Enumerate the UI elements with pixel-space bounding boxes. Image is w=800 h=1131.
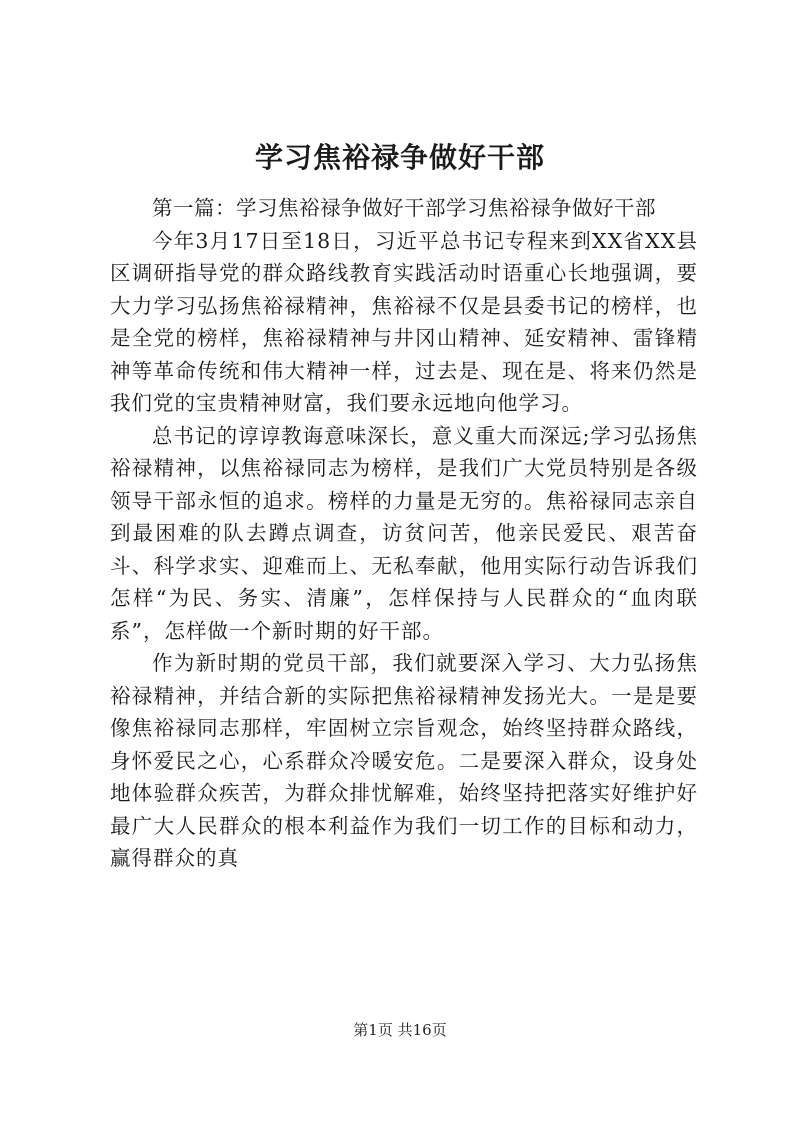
section-subheading: 第一篇：学习焦裕禄争做好干部学习焦裕禄争做好干部 [152,196,656,220]
document-title: 学习焦裕禄争做好干部 [254,141,545,174]
document-body [110,192,698,875]
body-paragraph: 总书记的谆谆教诲意味深长，意义重大而深远;学习弘扬焦裕禄精神，以焦裕禄同志为榜样，是我们广大党员特别是各级领导干部永恒的追求。榜样的力量是无穷的。焦裕禄同志亲自到最困难的队去蹲点调查，访贫问苦，他亲民爱民、艰苦奋斗、科学求实、迎难而上、无私奉献，他用实际行动告诉我们怎样“为民、务实、清廉”，怎样保持与人民群众的“血肉联系”，怎样做一个新时期的好干部。 [110,423,698,643]
page-number-footer: 第1页 共16页 [353,1021,447,1039]
body-paragraph: 作为新时期的党员干部，我们就要深入学习、大力弘扬焦裕禄精神，并结合新的实际把焦裕禄精神发扬光大。一是是要像焦裕禄同志那样，牢固树立宗旨观念，始终坚持群众路线，身怀爱民之心，心系群众冷暖安危。二是要深入群众，设身处地体验群众疾苦，为群众排忧解难，始终坚持把落实好维护好最广大人民群众的根本利益作为我们一切工作的目标和动力，赢得群众的真 [110,651,698,870]
body-paragraph: 今年3月17日至18日，习近平总书记专程来到XX省XX县区调研指导党的群众路线教育实践活动时语重心长地强调，要大力学习弘扬焦裕禄精神，焦裕禄不仅是县委书记的榜样，也是全党的榜样，焦裕禄精神与井冈山精神、延安精神、雷锋精神等革命传统和伟大精神一样，过去是、现在是、将来仍然是我们党的宝贵精神财富，我们要永远地向他学习。 [110,228,698,415]
